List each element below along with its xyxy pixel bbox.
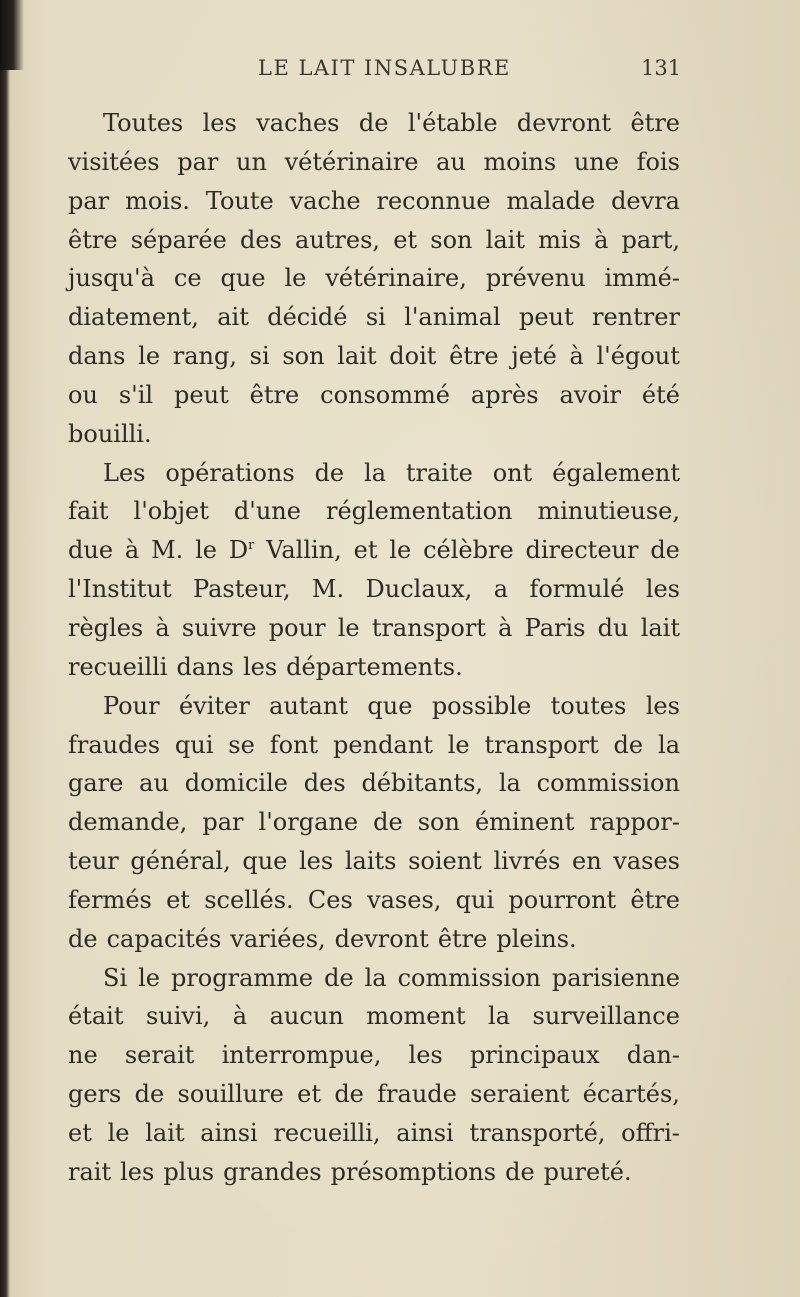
word: a — [493, 575, 509, 604]
running-head — [0, 56, 800, 86]
word: l'animal — [404, 303, 501, 332]
text-line — [68, 104, 680, 143]
word: suivre — [181, 613, 257, 642]
word: recueilli, — [273, 1118, 381, 1147]
word: vaches — [256, 109, 340, 137]
word: son — [417, 808, 460, 837]
word: reconnue — [376, 186, 491, 215]
text-line — [68, 881, 680, 920]
word: et — [68, 1118, 92, 1147]
word: ne — [68, 1041, 98, 1070]
word: formulé — [529, 575, 625, 604]
word: transporté, — [469, 1118, 606, 1147]
word: être — [249, 380, 300, 409]
word: la — [658, 730, 680, 759]
superscript: r — [248, 538, 255, 554]
word: seraient — [470, 1080, 570, 1109]
word: la — [498, 769, 521, 798]
word: minutieuse, — [537, 497, 680, 526]
word: autant — [269, 691, 348, 720]
word: s'il — [118, 380, 154, 409]
word: fraude — [377, 1080, 457, 1109]
page-binding-edge — [0, 0, 10, 1297]
text-line — [68, 842, 680, 881]
word: ont — [492, 458, 533, 487]
word: serait — [124, 1041, 195, 1070]
word: être — [630, 109, 680, 137]
word: un — [236, 147, 267, 176]
word: bouilli. — [68, 419, 152, 448]
word: le — [447, 730, 470, 759]
word: Duclaux, — [365, 575, 473, 604]
word: de — [324, 963, 354, 992]
word: jeté — [511, 342, 557, 371]
text-line — [68, 1114, 680, 1153]
word: que — [220, 264, 266, 293]
word: l'organe — [258, 808, 359, 837]
word: lait — [640, 613, 680, 642]
word: son — [430, 225, 473, 254]
text-line — [68, 609, 680, 648]
word: possible — [431, 691, 532, 720]
word: autres, — [295, 225, 381, 254]
text-line — [68, 259, 680, 298]
word: la — [488, 1002, 510, 1031]
word: devront — [334, 924, 429, 953]
word: fermés — [68, 885, 152, 914]
word: dan- — [626, 1041, 680, 1070]
word: opérations — [165, 458, 295, 487]
word: Vallin, — [266, 536, 342, 565]
word: peut — [174, 380, 229, 409]
word: vases — [613, 847, 680, 876]
word: toutes — [550, 691, 627, 720]
word: recueilli — [68, 652, 168, 681]
word: présomptions — [330, 1157, 497, 1186]
word: et — [166, 885, 190, 914]
text-line — [68, 997, 680, 1036]
word: séparée — [130, 225, 227, 254]
word: Paris — [524, 613, 586, 642]
word: et — [353, 536, 378, 565]
word: vétérinaire, — [325, 264, 467, 293]
word: mois. — [125, 186, 190, 215]
word: ce — [173, 264, 202, 293]
word: demande, — [68, 808, 188, 837]
word: éviter — [178, 691, 250, 720]
word: pendant — [333, 730, 433, 759]
word: due — [68, 536, 114, 565]
word: d'une — [233, 497, 301, 526]
word: de — [613, 730, 644, 759]
word: être — [449, 342, 499, 371]
word: par — [68, 186, 110, 215]
word: M. — [311, 575, 345, 604]
text-line — [68, 648, 680, 687]
text-line — [68, 531, 680, 570]
text-line — [68, 803, 680, 842]
word: général, — [130, 847, 231, 876]
word: M. — [151, 536, 184, 565]
word: de — [358, 109, 389, 137]
word: de — [68, 924, 98, 953]
word: écartés, — [582, 1080, 680, 1109]
word: peut — [518, 303, 574, 332]
word: vases, — [367, 885, 442, 914]
word: ait — [217, 303, 249, 332]
word: être — [437, 924, 488, 953]
word: le — [138, 342, 161, 371]
word: dans — [68, 342, 126, 371]
word: à — [232, 1002, 248, 1031]
word: et — [393, 225, 418, 254]
word: souillure — [177, 1080, 284, 1109]
word: gers — [68, 1080, 122, 1109]
text-line — [68, 492, 680, 531]
word: à — [594, 225, 609, 254]
word: à — [569, 342, 584, 371]
word: gare — [68, 769, 124, 798]
text-line — [68, 959, 680, 998]
word: mis — [538, 225, 581, 254]
word: malade — [506, 186, 596, 215]
word: fois — [636, 147, 680, 176]
word: traite — [405, 458, 473, 487]
word: Si — [103, 963, 128, 992]
text-line — [68, 1036, 680, 1075]
word: programme — [170, 963, 314, 992]
text-line — [68, 221, 680, 260]
word: font — [269, 730, 319, 759]
word: fraudes — [68, 730, 161, 759]
word: aucun — [269, 1002, 344, 1031]
word: variées, — [230, 924, 326, 953]
text-line — [68, 298, 680, 337]
word: lait — [145, 1118, 185, 1147]
word: l'objet — [133, 497, 209, 526]
word: transport — [371, 613, 486, 642]
word: des — [303, 769, 346, 798]
word: célèbre — [423, 536, 514, 565]
word: Toute — [205, 186, 274, 215]
word: les — [408, 1041, 443, 1070]
word: l'égout — [596, 342, 680, 371]
word: laits — [344, 847, 397, 876]
word: à — [155, 613, 170, 642]
text-line — [68, 337, 680, 376]
body-text — [68, 104, 680, 1192]
word: rait — [68, 1157, 112, 1186]
word: prévenu — [485, 264, 586, 293]
word: le — [337, 613, 360, 642]
word: le — [107, 1118, 130, 1147]
word: Ces — [307, 885, 353, 914]
word: des — [239, 225, 282, 254]
word: du — [597, 613, 629, 642]
word: ou — [68, 380, 98, 409]
text-line — [68, 415, 680, 454]
word: le — [389, 536, 412, 565]
word: le — [284, 264, 307, 293]
word: doit — [389, 342, 437, 371]
word: par — [202, 808, 244, 837]
word: directeur — [525, 536, 639, 565]
word: rappor- — [589, 808, 680, 837]
word: ainsi — [200, 1118, 258, 1147]
word: l'Institut — [68, 575, 172, 604]
text-line — [68, 143, 680, 182]
word: dans — [176, 652, 234, 681]
word: transport — [484, 730, 599, 759]
text-line — [68, 687, 680, 726]
word: le — [138, 963, 160, 992]
word: diatement, — [68, 303, 199, 332]
word: la — [364, 458, 386, 487]
word: par — [177, 147, 219, 176]
word: commission — [536, 769, 680, 798]
word: que — [367, 691, 413, 720]
text-line — [68, 1075, 680, 1114]
word: les — [242, 652, 278, 681]
word: de — [314, 458, 345, 487]
text-line — [68, 454, 680, 493]
word: de — [334, 1080, 364, 1109]
word: immé- — [604, 264, 680, 293]
word: livrés — [493, 847, 561, 876]
word: devront — [516, 109, 612, 137]
word: les — [645, 691, 680, 720]
word: si — [365, 303, 386, 332]
word: lait — [485, 225, 525, 254]
word: à — [124, 536, 140, 565]
word: avoir — [559, 380, 621, 409]
word: que — [242, 847, 288, 876]
word: à — [498, 613, 513, 642]
word: de — [134, 1080, 165, 1109]
word: ainsi — [396, 1118, 454, 1147]
word: décidé — [267, 303, 348, 332]
word: visitées — [68, 147, 160, 176]
word: rentrer — [591, 303, 680, 332]
word: Les — [103, 458, 146, 487]
page-number: 131 — [641, 56, 682, 80]
word: en — [571, 847, 602, 876]
text-line — [68, 764, 680, 803]
word: de — [650, 536, 680, 565]
word: pourront — [508, 885, 617, 914]
word: consommé — [320, 380, 450, 409]
word: suivi, — [145, 1002, 211, 1031]
word: moment — [366, 1002, 466, 1031]
text-line — [68, 920, 680, 959]
word: lait — [337, 342, 377, 371]
word: moins — [483, 147, 557, 176]
word: Pasteur, — [193, 575, 291, 604]
word: les — [299, 847, 334, 876]
word: les — [202, 109, 237, 137]
word: grandes — [223, 1157, 322, 1186]
word: la — [364, 963, 387, 992]
word: parisienne — [551, 963, 680, 992]
word: vache — [289, 186, 361, 215]
word: Toutes — [103, 109, 184, 137]
text-line — [68, 1153, 680, 1192]
word: les — [645, 575, 680, 604]
word: principaux — [469, 1041, 600, 1070]
word: règles — [68, 613, 144, 642]
word: jusqu'à — [68, 264, 155, 293]
word: éminent — [474, 808, 575, 837]
word: était — [68, 1002, 124, 1031]
word: surveillance — [532, 1002, 680, 1031]
word: une — [573, 147, 619, 176]
word: l'étable — [407, 109, 498, 137]
word: domicile — [184, 769, 288, 798]
word: réglementation — [325, 497, 513, 526]
word: fait — [68, 497, 109, 526]
text-line — [68, 182, 680, 221]
word: pureté. — [543, 1157, 632, 1186]
word: et — [297, 1080, 322, 1109]
word: pleins. — [496, 924, 577, 953]
word: de — [505, 1157, 535, 1186]
word: les — [120, 1157, 155, 1186]
running-head-title: LE LAIT INSALUBRE — [258, 56, 511, 80]
word: offri- — [621, 1118, 680, 1147]
word: au — [139, 769, 169, 798]
word: capacités — [106, 924, 222, 953]
word: commission — [397, 963, 541, 992]
word: débitants, — [361, 769, 484, 798]
word: le — [195, 536, 218, 565]
text-line — [68, 376, 680, 415]
word: teur — [68, 847, 119, 876]
word: qui — [455, 885, 495, 914]
word: devra — [611, 186, 680, 215]
word: être — [68, 225, 118, 254]
text-line — [68, 570, 680, 609]
word: après — [470, 380, 539, 409]
text-line — [68, 726, 680, 765]
word: $D^r$ — [228, 536, 255, 565]
word: interrompue, — [221, 1041, 382, 1070]
word: également — [552, 458, 680, 487]
word: qui — [174, 730, 214, 759]
word: été — [641, 380, 680, 409]
word: vétérinaire — [284, 147, 419, 176]
word: se — [228, 730, 255, 759]
word: de — [373, 808, 403, 837]
word: au — [436, 147, 466, 176]
word: soient — [408, 847, 482, 876]
word: être — [630, 885, 680, 914]
word: scellés. — [204, 885, 294, 914]
word: plus — [163, 1157, 215, 1186]
word: rang, — [172, 342, 237, 371]
word: si — [249, 342, 270, 371]
word: pour — [268, 613, 326, 642]
word: part, — [621, 225, 680, 254]
word: départements. — [286, 652, 463, 681]
word: son — [282, 342, 325, 371]
word: Pour — [103, 691, 160, 720]
